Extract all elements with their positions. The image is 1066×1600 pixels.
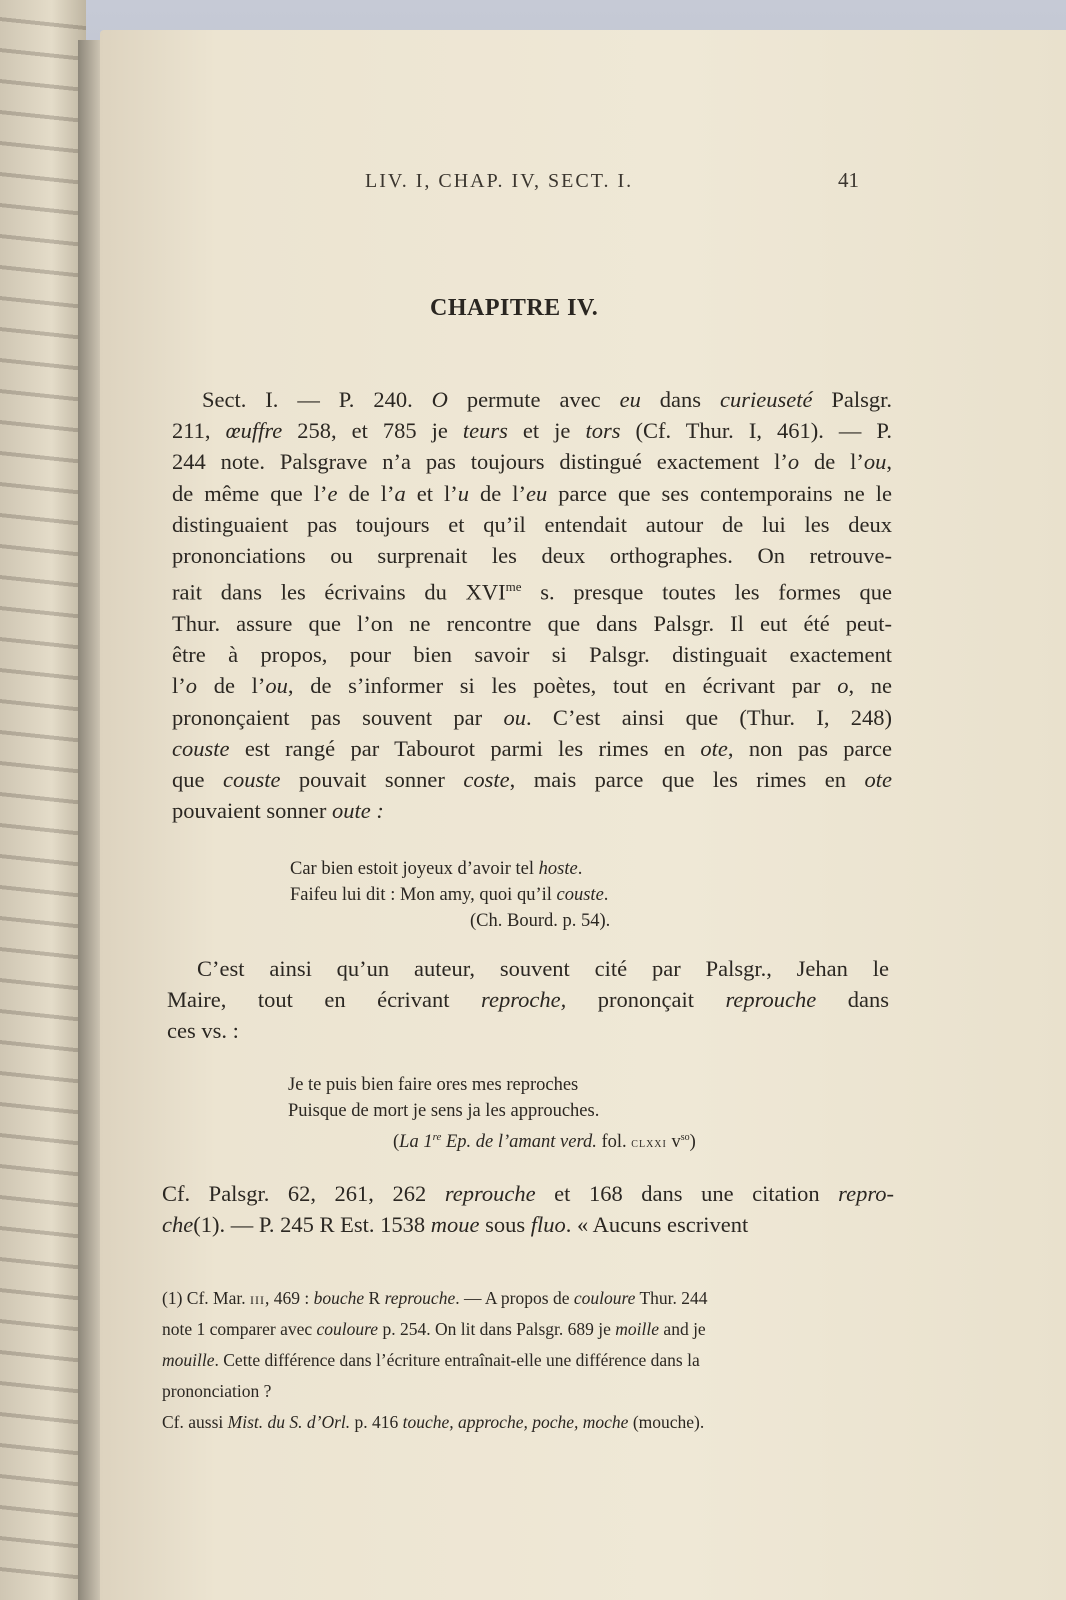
text-segment: pouvait sonner	[280, 766, 464, 792]
verse-2-line-1: Je te puis bien faire ores mes reproches	[288, 1075, 579, 1095]
text-segment: prononciations ou surprenait les deux orthographes. On retrouve-	[172, 543, 892, 569]
paragraph-1-line	[172, 478, 892, 509]
chapter-title: CHAPITRE IV.	[430, 295, 599, 321]
text-segment: . C’est ainsi que (Thur. I, 248)	[525, 704, 893, 730]
text-segment: Mist. du S. d’Orl.	[227, 1412, 351, 1432]
paragraph-1-line	[172, 733, 892, 764]
text-segment: eu	[526, 480, 548, 506]
text-segment: Cf. Palsgr. 62, 261, 262	[162, 1181, 445, 1206]
verse-2-citation: (La 1re Ep. de l’amant verd. fol. clxxi $v^{so}$)	[393, 1131, 696, 1153]
text-segment: Thur. assure que l’on ne rencontre que dans Palsgr. Il eut été peut-	[172, 610, 892, 636]
paragraph-3	[162, 1178, 894, 1240]
text-segment: mouille	[162, 1350, 215, 1370]
text-segment: couloure	[316, 1319, 379, 1339]
text-segment: p. 416	[350, 1412, 403, 1432]
page-number: 41	[838, 168, 859, 192]
text-segment: (Cf. Thur. I, 461). — P.	[620, 418, 892, 444]
paragraph-2-line	[167, 1015, 889, 1046]
paragraph-1-line	[172, 509, 892, 540]
text-segment: oute :	[331, 798, 384, 824]
text-segment: ote	[700, 735, 728, 761]
verse-2-line-2: Puisque de mort je sens ja les approuches.	[288, 1101, 600, 1121]
text-segment: C’est ainsi qu’un auteur, souvent cité par Palsgr., Jehan le	[197, 956, 889, 981]
text-segment: distinguaient pas toujours et qu’il entendait autour de lui les deux	[172, 511, 892, 537]
text-segment: R	[364, 1288, 385, 1308]
text-segment: iii	[249, 1288, 265, 1308]
text-segment: permute avec	[447, 387, 620, 412]
text-segment: note 1 comparer avec	[162, 1319, 317, 1339]
text-segment: parce que ses contemporains ne le	[547, 480, 893, 506]
text-segment: touche, approche, poche, moche	[402, 1412, 629, 1432]
footnote-line	[162, 1283, 902, 1314]
text-segment: fluo	[530, 1212, 566, 1238]
text-segment: o	[787, 449, 800, 475]
paragraph-3-line	[162, 1178, 894, 1209]
text-segment: ote	[864, 766, 892, 792]
text-segment: l’	[172, 673, 186, 699]
text-segment: prononçaient pas souvent par	[172, 704, 504, 730]
paragraph-1	[172, 384, 892, 826]
text-segment: and je	[659, 1319, 706, 1339]
footnote-line	[162, 1314, 902, 1345]
text-segment: pouvaient sonner	[172, 798, 332, 824]
paragraph-1-line	[172, 540, 892, 571]
text-segment: et 168 dans une citation	[535, 1181, 839, 1206]
text-segment: , de s’informer si les poètes, tout en écrivant par	[287, 673, 838, 699]
text-segment: ou	[265, 673, 288, 699]
paragraph-1-line	[172, 415, 892, 446]
text-segment: moille	[615, 1319, 660, 1339]
verse-1-line-2: Faifeu lui dit : Mon amy, quoi qu’il couste.	[290, 885, 609, 905]
text-segment: u	[457, 480, 470, 506]
text-segment: ou	[503, 704, 526, 730]
text-segment: moue	[430, 1212, 480, 1238]
left-page-text-blur	[0, 0, 86, 1600]
text-segment: s. presque toutes les formes que	[521, 579, 893, 605]
text-segment: couste	[222, 766, 281, 792]
text-segment: couste	[172, 735, 230, 761]
text-segment: (1). — P. 245 R Est. 1538	[193, 1212, 431, 1238]
text-segment: tors	[585, 418, 621, 444]
text-segment: o	[837, 673, 849, 699]
paragraph-1-line	[172, 384, 892, 415]
text-segment: , non pas parce	[727, 735, 892, 761]
text-segment: Sect. I. — P. 240.	[202, 387, 432, 412]
text-segment: prononciation ?	[162, 1381, 272, 1401]
text-segment: . Cette différence dans l’écriture entraînait-elle une différence dans la	[214, 1350, 700, 1370]
text-segment: ces vs. :	[167, 1018, 239, 1044]
text-segment: reprouche	[725, 987, 817, 1013]
text-segment: de l’	[469, 480, 527, 506]
paragraph-1-line	[172, 764, 892, 795]
text-segment: eu	[619, 387, 641, 412]
text-segment: a	[394, 480, 406, 506]
text-segment: prononçait	[566, 987, 726, 1013]
text-segment: 258, et 785 je	[282, 418, 463, 444]
text-segment: repro-	[838, 1181, 894, 1206]
text-segment: dans	[816, 987, 890, 1013]
text-segment: teurs	[462, 418, 508, 444]
paragraph-1-line	[172, 608, 892, 639]
text-segment: rait dans les écrivains du XVI	[172, 579, 506, 605]
text-segment: couloure	[573, 1288, 636, 1308]
text-segment: , mais parce que les rimes en	[509, 766, 865, 792]
text-segment: reprouche	[444, 1181, 536, 1206]
text-segment: Maire, tout en écrivant	[167, 987, 482, 1013]
text-segment: o	[185, 673, 197, 699]
paragraph-3-line	[162, 1209, 894, 1240]
verse-1-line-1: Car bien estoit joyeux d’avoir tel hoste.	[290, 859, 583, 879]
text-segment: me	[505, 579, 522, 595]
running-head: LIV. I, CHAP. IV, SECT. I.	[365, 170, 634, 192]
verse-quote-2	[288, 1072, 696, 1157]
footnote-line	[162, 1345, 902, 1376]
paragraph-1-line	[172, 670, 892, 701]
text-segment: de l’	[799, 449, 864, 475]
text-segment: Thur. 244	[635, 1288, 708, 1308]
text-segment: Palsgr.	[812, 387, 892, 412]
text-segment: dans	[640, 387, 720, 412]
paragraph-2	[167, 953, 889, 1047]
text-segment: . « Aucuns escrivent	[565, 1212, 749, 1238]
text-segment: et je	[507, 418, 586, 444]
paragraph-1-line	[172, 571, 892, 608]
text-segment: et l’	[405, 480, 458, 506]
text-segment: reprouche	[384, 1288, 456, 1308]
paragraph-1-line	[172, 639, 892, 670]
text-segment: O	[431, 387, 448, 412]
text-segment: (1) Cf. Mar.	[162, 1288, 250, 1308]
verse-1-citation: (Ch. Bourd. p. 54).	[470, 911, 611, 931]
text-segment: e	[327, 480, 338, 506]
text-segment: , 469 :	[264, 1288, 314, 1308]
text-segment: bouche	[313, 1288, 365, 1308]
paragraph-1-line	[172, 795, 892, 826]
text-segment: de l’	[337, 480, 395, 506]
paragraph-2-line	[167, 953, 889, 984]
text-segment: che	[162, 1212, 194, 1238]
text-segment: est rangé par Tabourot parmi les rimes en	[229, 735, 701, 761]
text-segment: de l’	[197, 673, 266, 699]
text-segment: coste	[463, 766, 510, 792]
text-segment: (mouche).	[628, 1412, 705, 1432]
text-segment: . — A propos de	[455, 1288, 574, 1308]
text-segment: reproche,	[481, 987, 567, 1013]
text-segment: sous	[479, 1212, 531, 1238]
text-segment: 211,	[172, 418, 226, 444]
text-segment: Cf. aussi	[162, 1412, 228, 1432]
text-segment: curieuseté	[719, 387, 813, 412]
text-segment: que	[172, 766, 223, 792]
text-segment: œuffre	[225, 418, 283, 444]
text-segment: être à propos, pour bien savoir si Palsgr. distinguait exactement	[172, 642, 892, 668]
footnote-line	[162, 1376, 902, 1407]
paragraph-1-line	[172, 446, 892, 477]
left-facing-page	[0, 0, 86, 1600]
verse-quote-1	[290, 856, 610, 934]
text-segment: 244 note. Palsgrave n’a pas toujours distingué exactement l’	[172, 449, 788, 475]
text-segment: , ne	[848, 673, 892, 699]
paragraph-2-line	[167, 984, 889, 1015]
footnotes	[162, 1283, 902, 1438]
text-segment: ou	[863, 449, 887, 475]
text-segment: de même que l’	[172, 480, 328, 506]
text-segment: ,	[886, 449, 892, 475]
footnote-line	[162, 1407, 902, 1438]
text-segment: p. 254. On lit dans Palsgr. 689 je	[378, 1319, 616, 1339]
paragraph-1-line	[172, 702, 892, 733]
